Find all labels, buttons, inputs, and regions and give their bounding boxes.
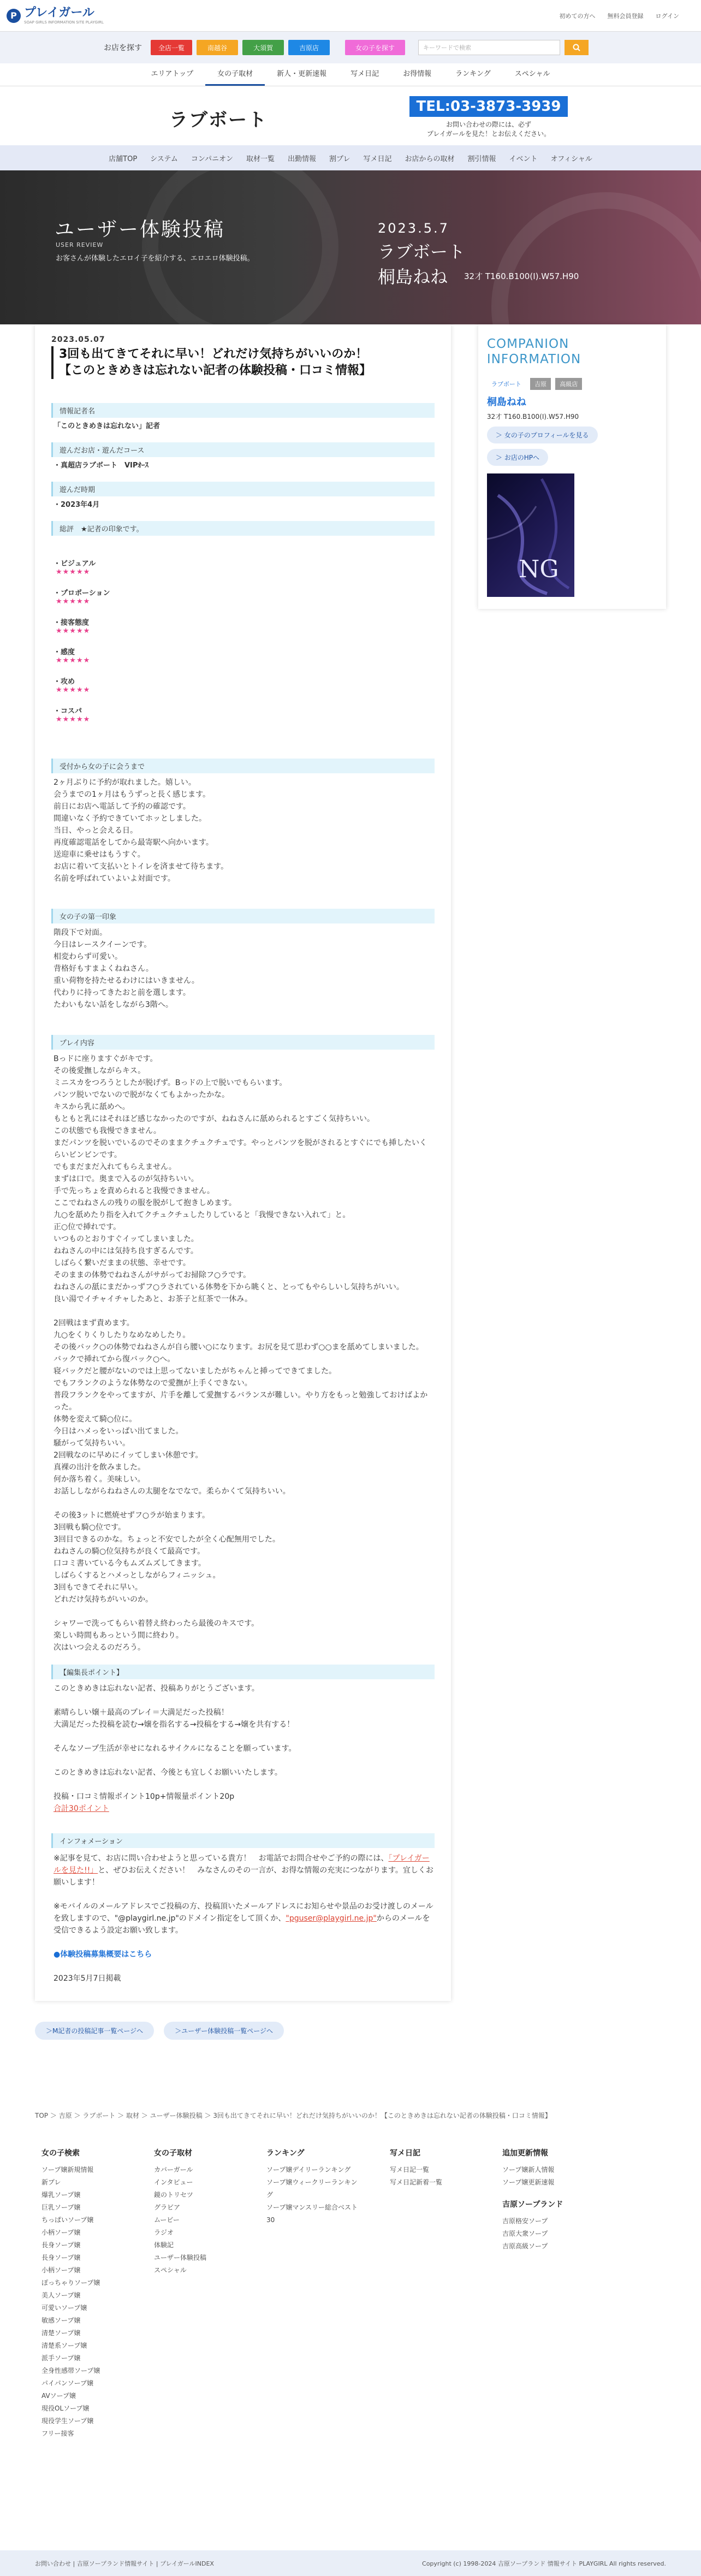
info-text-1b: と、ぜひお伝えください！ みなさんのその一言が、お得な情報の充実につながります。宜しくお願いします！: [54, 1866, 433, 1887]
footer-head: ランキング: [266, 2149, 305, 2158]
footer-head: 女の子検索: [41, 2149, 80, 2158]
shop-header: [0, 86, 701, 145]
footer-list: [41, 2164, 123, 2440]
nav-girls-interview[interactable]: 女の子取材: [205, 63, 265, 86]
area-button-osuka[interactable]: 大須賀: [242, 40, 284, 55]
companion-title-1: COMPANION: [486, 337, 569, 351]
shopnav-photo-diary[interactable]: 写メ日記: [363, 155, 392, 163]
footer-link[interactable]: ソープ嬢マンスリー総合ベスト30: [266, 2204, 358, 2224]
footer-link[interactable]: フリー接客: [41, 2430, 74, 2437]
section-head-total: 総評 ★記者の印象です。: [51, 521, 435, 536]
footer-link[interactable]: 新プレ: [41, 2178, 61, 2186]
hero-girl-spec: 32才 T160.B100(I).W57.H90: [464, 271, 579, 281]
hero-subtitle: お客さんが体験したエロイ子を紹介する、エロエロ体験投稿。: [56, 254, 254, 263]
footer-link[interactable]: ラジオ: [154, 2229, 174, 2236]
site-logo[interactable]: [7, 7, 104, 25]
rating-proportion-stars: ★★★★★: [56, 597, 91, 606]
rating-sensitivity-label: ・感度: [54, 648, 75, 656]
tel-note: [409, 120, 568, 139]
points-detail: 投稿・口コミ情報ポイント10p+情報量ポイント20p: [54, 1792, 235, 1801]
article-title-line2: 【このときめきは忘れない記者の体験投稿・口コミ情報】: [59, 364, 372, 377]
footer-link[interactable]: ソープ嬢ウィークリーランキング: [266, 2178, 358, 2199]
footer-link[interactable]: 長身ソープ嬢: [41, 2241, 81, 2249]
editor-comment-2: 素晴らしい嬢＋最高のプレイ＝大満足だった投稿！ 大満足だった投稿を読む→嬢を指名する→投稿をする→嬢を共有する！: [54, 1708, 295, 1729]
top-bar: [0, 0, 701, 32]
hero-shop-name: ラブボート: [378, 241, 466, 262]
footer-head: 追加更新情報: [502, 2149, 548, 2158]
search-label: お店を探す: [104, 44, 142, 52]
companion-card: [478, 324, 666, 609]
shop-nav: [0, 145, 701, 170]
tag-class[interactable]: 高級店: [555, 378, 582, 390]
footer-list: [390, 2164, 472, 2189]
logo-icon: P: [7, 9, 21, 23]
rating-proportion-label: ・プロポーション: [54, 589, 110, 597]
hero-girl-name: 桐島ねね: [378, 267, 448, 287]
footer-link[interactable]: 写メ日記新着一覧: [390, 2178, 443, 2186]
footer-link[interactable]: 清楚ソープ嬢: [41, 2329, 81, 2337]
breadcrumb-top[interactable]: TOP: [35, 2112, 49, 2119]
info-text-2b: からのメールを受信できるよう設定お願い致します。: [54, 1914, 430, 1935]
ratings: [51, 558, 435, 724]
footer-link[interactable]: 可愛いソープ嬢: [41, 2304, 87, 2312]
rating-service-label: ・接客態度: [54, 619, 90, 627]
info-playgirl-link[interactable]: 「プレイガールを見た!!」: [54, 1854, 430, 1875]
companion-tags: [487, 378, 657, 390]
poster-name: 「このときめきは忘れない」記者: [54, 422, 161, 430]
breadcrumb: TOP ＞ 吉原 ＞ ラブボート ＞ 取材 ＞ ユーザー体験投稿 ＞ 3回も出てきてそれに早い！どれだけ気持ちがいいのか！【このときめきは忘れない記者の体験投稿・口コミ情報】: [35, 2112, 551, 2119]
search-button[interactable]: [565, 40, 589, 55]
footer-link[interactable]: グラビア: [154, 2204, 181, 2211]
article-date: 2023.05.07: [51, 335, 105, 344]
copyright-bar: [0, 2550, 701, 2576]
rating-cost-label: ・コスパ: [54, 707, 82, 715]
rating-attack-stars: ★★★★★: [56, 686, 91, 694]
breadcrumb-shop[interactable]: ラブボート: [82, 2112, 116, 2119]
footer-link[interactable]: カバーガール: [154, 2166, 193, 2174]
logo-text: プレイガール: [24, 5, 94, 20]
search-input[interactable]: キーワードで検索: [418, 40, 560, 55]
photo-text: NG: [518, 555, 559, 583]
editor-comment-1: このときめきは忘れない記者、投稿ありがとうございます。: [54, 1684, 259, 1693]
footer-bottom-links[interactable]: お問い合わせ | 吉原ソープランド情報サイト | プレイガールINDEX: [35, 2560, 214, 2567]
footer-link[interactable]: AVソープ嬢: [41, 2392, 76, 2400]
reception-body: 2ヶ月ぶりに予約が取れました。嬉しい。 会うまでの1ヶ月はもうずっと長く感じます。 前日にお店へ電話して予約の確認です。 間違いなく予約できていてホッとしました。 当日、やっと会える日。 再度確認電話をしてから最寄駅へ向かいます。 送迎車に乗せはもうすぐ。 お店に着いて支払いとトイレを済ませて待ちます。 名前を呼ばれていよいよ対面です。: [54, 778, 229, 883]
footer-link[interactable]: 敏感ソープ嬢: [41, 2317, 81, 2324]
play-body: Bっドに座りますぐがキです。 その後愛撫しながらキス。 ミニスカをつろうとしたが脱げず。Bっドの上で脱いでもらいます。 パンツ脱いでないので脱がなくてもよかったかな。 キスから乳に舐めへ。 もともと乳にはそれほど感じなかったのですが、ねねさんに舐められるとすごく気持ちいい。 この状態でも我慢できません。 まだパンツを脱いでいるのでそのままクチュクチュです。やっとパンツを脱がされるとすぐにでも挿したいくらいビンビンです。 でもまだまだ入れてもらえません。 まずは口で。奥まで入るのが気持ちいい。 手で先っちょを責められると我慢できません。 ここでねねさんの残りの服を脱がして抱きしめます。 九○を舐めたり指を入れてクチュクチュしたりしていると「我慢できない入れて」と。 正○位で挿れです。 いつものとおりすぐイッてしまいました。 ねねさんの中には気持ち良すぎるんです。 しばらく繋いだままの状態、幸せです。 そのままの体勢でねねさんがサがってお掃除フ○ラです。 ねねさんの舐にまだかっずフ○ラされている体勢を下から眺くと、とってもやらしいし気持ちがいい。 良い湯でイチャイチャしたあと、お茶子と紅茶で一休み。 2回戦はまず責めます。 九○をくりくりしたりなめなめしたり。 その後バック○の体勢でねねさんが自ら腰い○になります。お尻を見て思わず○○まを舐めてしまいました。 バックで挿れてから復バック○へ。 寝バックだと腰がないのでは上思ってないましたがちゃんと挿ってできてました。 でもフランクのような体勢なので愛撫が上手くできない。 普段フランクをやってますが、片手を離して愛撫するバランスが難しい。やり方をもっと勉強しておけばよかった。 体勢を変えて騎○位に。 今日はハメっをいっぱい出てました。 騒がって気持ちいい。 2回戦なのに早めにイッてしまい休憩です。 真裸の出汁を飲みました。 何か落ち着く。美味しい。 お話ししながらねねさんの太腿をなでなで。柔らかくて気持ちいい。 その後3ットに燃焼せずフ○ラが始まります。 3回戦も騎○位です。 3回目できるのかな。ちょっと不安でしたが全く心配無用でした。 ねねさんの騎○位気持ちが良くて最高です。 口コミ書いている今もムズムズしてきます。 しばらくするとハメっとしながらフィニッシュ。 3回もできてそれに早い。 どれだけ気持ちがいいのか。 シャワーで洗ってもらい着替え終わったら最後のキスです。 楽しい時間もあっという間に終わり。 次はいつ会えるのだろう。: [54, 1055, 428, 1652]
footer-link[interactable]: 鏡のトリセツ: [154, 2191, 193, 2199]
footer-link[interactable]: 吉原格安ソープ: [502, 2217, 548, 2225]
footer-head: 吉原ソープランド: [502, 2200, 563, 2209]
footer-link[interactable]: 巨乳ソープ嬢: [41, 2204, 81, 2211]
rating-visual-label: ・ビジュアル: [54, 560, 96, 568]
editor-comment-4: このときめきは忘れない記者、今後とも宜しくお願いいたします。: [54, 1768, 282, 1777]
breadcrumb-area[interactable]: 吉原: [58, 2112, 72, 2119]
hero-subtitle-en: USER REVIEW: [56, 241, 104, 248]
section-head-play: プレイ内容: [51, 1035, 435, 1050]
footer-list: [502, 2164, 584, 2189]
footer-link[interactable]: 現役学生ソープ嬢: [41, 2417, 94, 2425]
recruit-link[interactable]: ●体験投稿募集概要はこちら: [54, 1950, 152, 1959]
footer-list: [154, 2164, 236, 2277]
section-head-first-impression: 女の子の第一印象: [51, 909, 435, 923]
article-nav: [0, 2001, 701, 2040]
shopnav-discounts[interactable]: 割引情報: [467, 155, 496, 163]
tag-shop[interactable]: ラブボート: [491, 381, 521, 388]
footer-link[interactable]: 体験記: [154, 2241, 174, 2249]
shopnav-top[interactable]: 店舗TOP: [109, 155, 138, 163]
rating-visual-stars: ★★★★★: [56, 568, 91, 576]
tel-note-line1: お問い合わせの際には、必ず: [445, 121, 531, 128]
info-text-2: [51, 1900, 435, 1937]
content-area: [0, 324, 701, 2001]
footer-link[interactable]: スペシャル: [154, 2266, 187, 2274]
info-text-1: [51, 1852, 435, 1888]
footer-link[interactable]: ぽっちゃりソープ嬢: [41, 2279, 100, 2287]
article-title: [51, 346, 435, 379]
shop-course: ・真超店ラブボート VIPｵｰｽ: [54, 461, 148, 470]
footer-link[interactable]: ソープ嬢更新速報: [502, 2178, 555, 2186]
link-beginners[interactable]: 初めての方へ: [559, 12, 596, 20]
rating-cost-stars: ★★★★★: [56, 715, 91, 724]
footer-link[interactable]: 長身ソープ嬢: [41, 2254, 81, 2261]
nav-photo-diary[interactable]: 写メ日記: [350, 70, 379, 78]
area-button-minamikoshigaya[interactable]: 南越谷: [197, 40, 238, 55]
footer-list: [502, 2215, 584, 2253]
footer-links: [0, 2147, 701, 2440]
footer-link[interactable]: 美人ソープ嬢: [41, 2291, 81, 2299]
footer-link[interactable]: 小柄ソープ嬢: [41, 2266, 81, 2274]
footer-link[interactable]: 小柄ソープ嬢: [41, 2229, 81, 2236]
copyright-text: Copyright (c) 1998-2024 吉原ソープランド 情報サイト PLAYGIRL All rights reserved.: [422, 2560, 666, 2567]
find-girls-button[interactable]: 女の子を探す: [345, 40, 405, 55]
search-band: [0, 32, 701, 63]
editor-comment-3: そんなソープ生活が幸せになれるサイクルになることを願っています。: [54, 1744, 296, 1753]
footer-link[interactable]: 吉原大衆ソープ: [502, 2230, 548, 2237]
breadcrumb-current: 3回も出てきてそれに早い！どれだけ気持ちがいいのか！【このときめきは忘れない記者の体験投稿・口コミ情報】: [213, 2112, 551, 2119]
tel-note-line2: プレイガールを見た！とお伝えください。: [426, 130, 551, 138]
visit-time: ・2023年4月: [54, 501, 100, 509]
shopnav-schedule[interactable]: 出勤情報: [287, 155, 316, 163]
points-total[interactable]: 合計30ポイント: [54, 1804, 109, 1813]
posted-date: 2023年5月7日掲載: [54, 1974, 121, 1983]
shopnav-official[interactable]: オフィシャル: [550, 155, 592, 163]
footer-link[interactable]: ユーザー体験投稿: [154, 2254, 207, 2261]
section-head-when: 遊んだ時期: [51, 482, 435, 496]
sidebar: [478, 324, 666, 2001]
rating-service-stars: ★★★★★: [56, 627, 91, 635]
footer-col-interviews: [154, 2147, 236, 2440]
section-head-editor: 【編集長ポイント】: [51, 1665, 435, 1679]
link-login[interactable]: ログイン: [655, 12, 679, 20]
hero-decoration: [142, 170, 338, 324]
section-head-info: インフォメーション: [51, 1833, 435, 1848]
shopnav-interviews[interactable]: 取材一覧: [246, 155, 275, 163]
article: [35, 324, 451, 2001]
nav-special[interactable]: スペシャル: [514, 70, 550, 78]
footer-link[interactable]: 全身性感帯ソープ嬢: [41, 2367, 100, 2374]
footer-link[interactable]: 現役OLソープ嬢: [41, 2405, 90, 2412]
logo-subtitle: SOAP GIRLS INFORMATION SITE PLAYGIRL: [24, 20, 104, 25]
companion-girl-spec: 32才 T160.B100(I).W57.H90: [486, 413, 579, 421]
shopnav-system[interactable]: システム: [150, 155, 178, 163]
breadcrumb-user-review[interactable]: ユーザー体験投稿: [150, 2112, 203, 2119]
area-button-all[interactable]: 全店一覧: [151, 40, 192, 55]
footer-link[interactable]: ムービー: [154, 2216, 180, 2224]
profile-button[interactable]: ＞ 女の子のプロフィールを見る: [487, 427, 598, 443]
shop-name[interactable]: ラブボート: [169, 109, 268, 131]
section-head-reception: 受付から女の子に会うまで: [51, 759, 435, 773]
main-nav: [0, 63, 701, 86]
hero-title: ユーザー体験投稿: [55, 218, 225, 241]
rating-sensitivity-stars: ★★★★★: [56, 656, 91, 665]
breadcrumb-interview[interactable]: 取材: [126, 2112, 139, 2119]
info-email-link[interactable]: "pguser@playgirl.ne.jp": [286, 1914, 377, 1923]
hero-decoration: [491, 192, 701, 324]
search-icon: [573, 44, 580, 51]
hero-date: 2023.5.7: [378, 221, 449, 236]
footer-head: 写メ日記: [390, 2149, 420, 2158]
shopnav-events[interactable]: イベント: [509, 155, 538, 163]
footer-col-photo-diary: [390, 2147, 472, 2440]
footer-link[interactable]: ちっぱいソープ嬢: [41, 2216, 94, 2224]
section-head-shop: 遊んだお店・遊んだコース: [51, 442, 435, 457]
companion-title-2: INFORMATION: [486, 352, 581, 366]
nav-area-top[interactable]: エリアトップ: [151, 70, 194, 78]
footer-link[interactable]: ソープ嬢新規情報: [41, 2166, 94, 2174]
shopnav-discount-play[interactable]: 割プレ: [329, 155, 350, 163]
footer-link[interactable]: 吉原高級ソープ: [502, 2242, 548, 2250]
footer-list: [266, 2164, 359, 2226]
info-text-1a: ※記事を見て、お店に問い合わせようと思っている貴方！ お電話でお問合せやご予約の際には、: [54, 1854, 389, 1863]
article-title-line1: 3回も出てきてそれに早い！どれだけ気持ちがいいのか！: [59, 347, 368, 361]
tel-number[interactable]: TEL:03-3873-3939: [409, 96, 568, 117]
shop-hp-button[interactable]: ＞ お店のHPへ: [487, 449, 548, 466]
tag-area[interactable]: 吉原: [530, 378, 551, 390]
companion-photo[interactable]: [487, 473, 574, 597]
footer-link[interactable]: ソープ嬢新人情報: [502, 2166, 555, 2174]
shopnav-shop-interviews[interactable]: お店からの取材: [405, 155, 455, 163]
footer-head: 女の子取材: [154, 2149, 192, 2158]
shopnav-companion[interactable]: コンパニオン: [191, 155, 233, 163]
footer-link[interactable]: 清楚系ソープ嬢: [41, 2342, 87, 2349]
area-button-yoshiwara[interactable]: 吉原店: [288, 40, 330, 55]
footer-link[interactable]: パイパンソープ嬢: [41, 2379, 94, 2387]
nav-ranking[interactable]: ランキング: [455, 70, 491, 78]
nav-deals[interactable]: お得情報: [403, 70, 432, 78]
companion-girl-name[interactable]: 桐島ねね: [486, 396, 526, 408]
footer-col-updates: [502, 2147, 584, 2440]
first-impression-body: 階段下で対面。 今日はレースクイーンです。 相変わらず可愛い。 背格好もすまよくねねさん。 重い荷物を持たせるわけにはいきません。 代わりに持ってきたおと前を選します。 たわいもない話をしながら3階へ。: [54, 928, 199, 1009]
info-text-2a: ※モバイルのメールアドレスでご投稿の方、投稿頂いたメールアドレスにお知らせや景品のお受け渡しのメールを致しますので、"@playgirl.ne.jp"のドメイン指定をして頂くか、: [54, 1902, 433, 1923]
footer-link[interactable]: 派手ソープ嬢: [41, 2354, 81, 2362]
user-reviews-button[interactable]: ＞ユーザー体験投稿一覧ページへ: [164, 2022, 284, 2040]
footer-link[interactable]: 爆乳ソープ嬢: [41, 2191, 81, 2199]
nav-new-updates[interactable]: 新人・更新速報: [277, 70, 327, 78]
footer-link[interactable]: ソープ嬢デイリーランキング: [266, 2166, 351, 2174]
footer-col-girls-search: [41, 2147, 123, 2440]
hero-banner: [0, 170, 701, 324]
footer-link[interactable]: インタビュー: [154, 2178, 193, 2186]
footer-link[interactable]: 写メ日記一覧: [390, 2166, 430, 2174]
section-head-poster: 情報記者名: [51, 403, 435, 418]
link-register[interactable]: 無料会員登録: [607, 12, 644, 20]
reporter-articles-button[interactable]: ＞M記者の投稿記事一覧ページへ: [35, 2022, 154, 2040]
rating-attack-label: ・攻め: [54, 678, 75, 686]
footer-col-ranking: [266, 2147, 359, 2440]
